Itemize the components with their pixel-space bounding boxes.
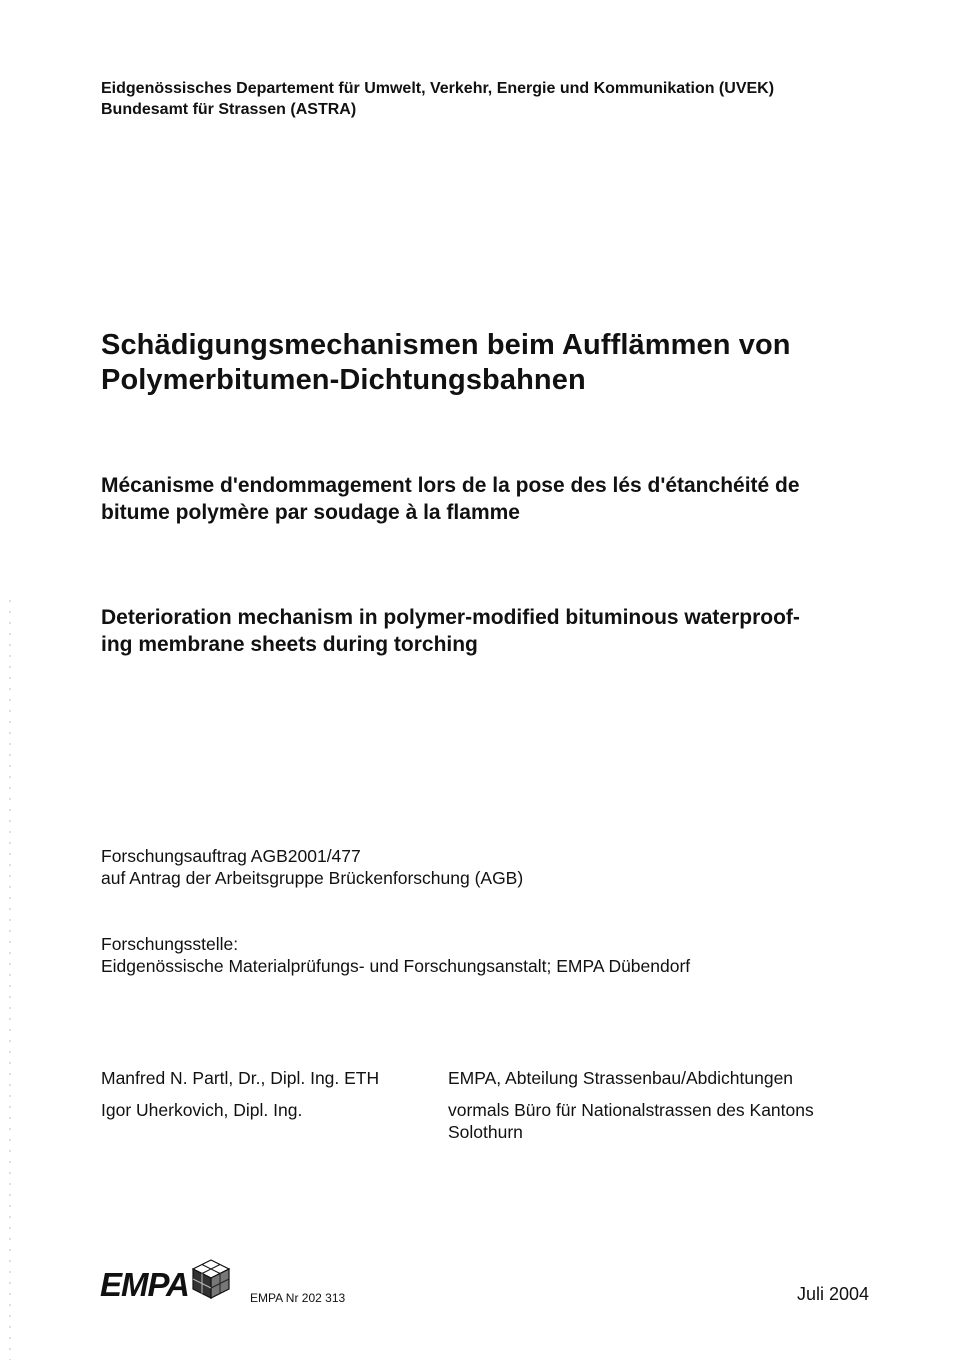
author-row [101,1099,881,1143]
empa-logo-text: EMPA [100,1266,189,1303]
ministry-header [101,78,774,120]
empa-logo [100,1258,231,1301]
institute-name: Eidgenössische Materialprüfungs- und Forschungsanstalt; EMPA Dübendorf [101,956,691,976]
author-affiliation [448,1067,868,1089]
research-institute [101,933,690,977]
empa-cube-icon [191,1258,231,1305]
author-name: Igor Uherkovich, Dipl. Ing. [101,1100,303,1120]
institute-label: Forschungsstelle: [101,934,239,954]
header-department: Eidgenössisches Departement für Umwelt, Verkehr, Energie und Kommunikation (UVEK) [101,80,775,97]
research-number: Forschungsauftrag AGB2001/477 [101,846,361,866]
author-affiliation-line1: vormals Büro für Nationalstrassen des Kantons [448,1100,814,1120]
publication-date: Juli 2004 [797,1284,870,1304]
title-german-line1: Schädigungsmechanismen beim Aufflämmen von [101,329,791,361]
title-german-line2: Polymerbitumen-Dichtungsbahnen [101,364,586,396]
title-french [101,472,881,526]
title-german [101,328,901,398]
author-row [101,1067,881,1089]
author-name: Manfred N. Partl, Dr., Dipl. Ing. ETH [101,1068,380,1088]
title-english-line1: Deterioration mechanism in polymer-modified bituminous waterproof- [101,606,800,629]
author-affiliation-line1: EMPA, Abteilung Strassenbau/Abdichtungen [448,1068,794,1088]
research-requester: auf Antrag der Arbeitsgruppe Brückenforschung (AGB) [101,868,524,888]
research-assignment [101,845,523,889]
author-list [101,1067,881,1153]
header-office: Bundesamt für Strassen (ASTRA) [101,101,357,118]
title-french-line1: Mécanisme d'endommagement lors de la pose des lés d'étanchéité de [101,474,800,497]
author-affiliation [448,1099,868,1143]
title-english-line2: ing membrane sheets during torching [101,633,478,656]
title-french-line2: bitume polymère par soudage à la flamme [101,501,520,524]
empa-report-number: EMPA Nr 202 313 [250,1291,346,1305]
title-english [101,604,881,658]
author-affiliation-line2: Solothurn [448,1122,523,1142]
scan-margin-artifact [9,600,11,1360]
